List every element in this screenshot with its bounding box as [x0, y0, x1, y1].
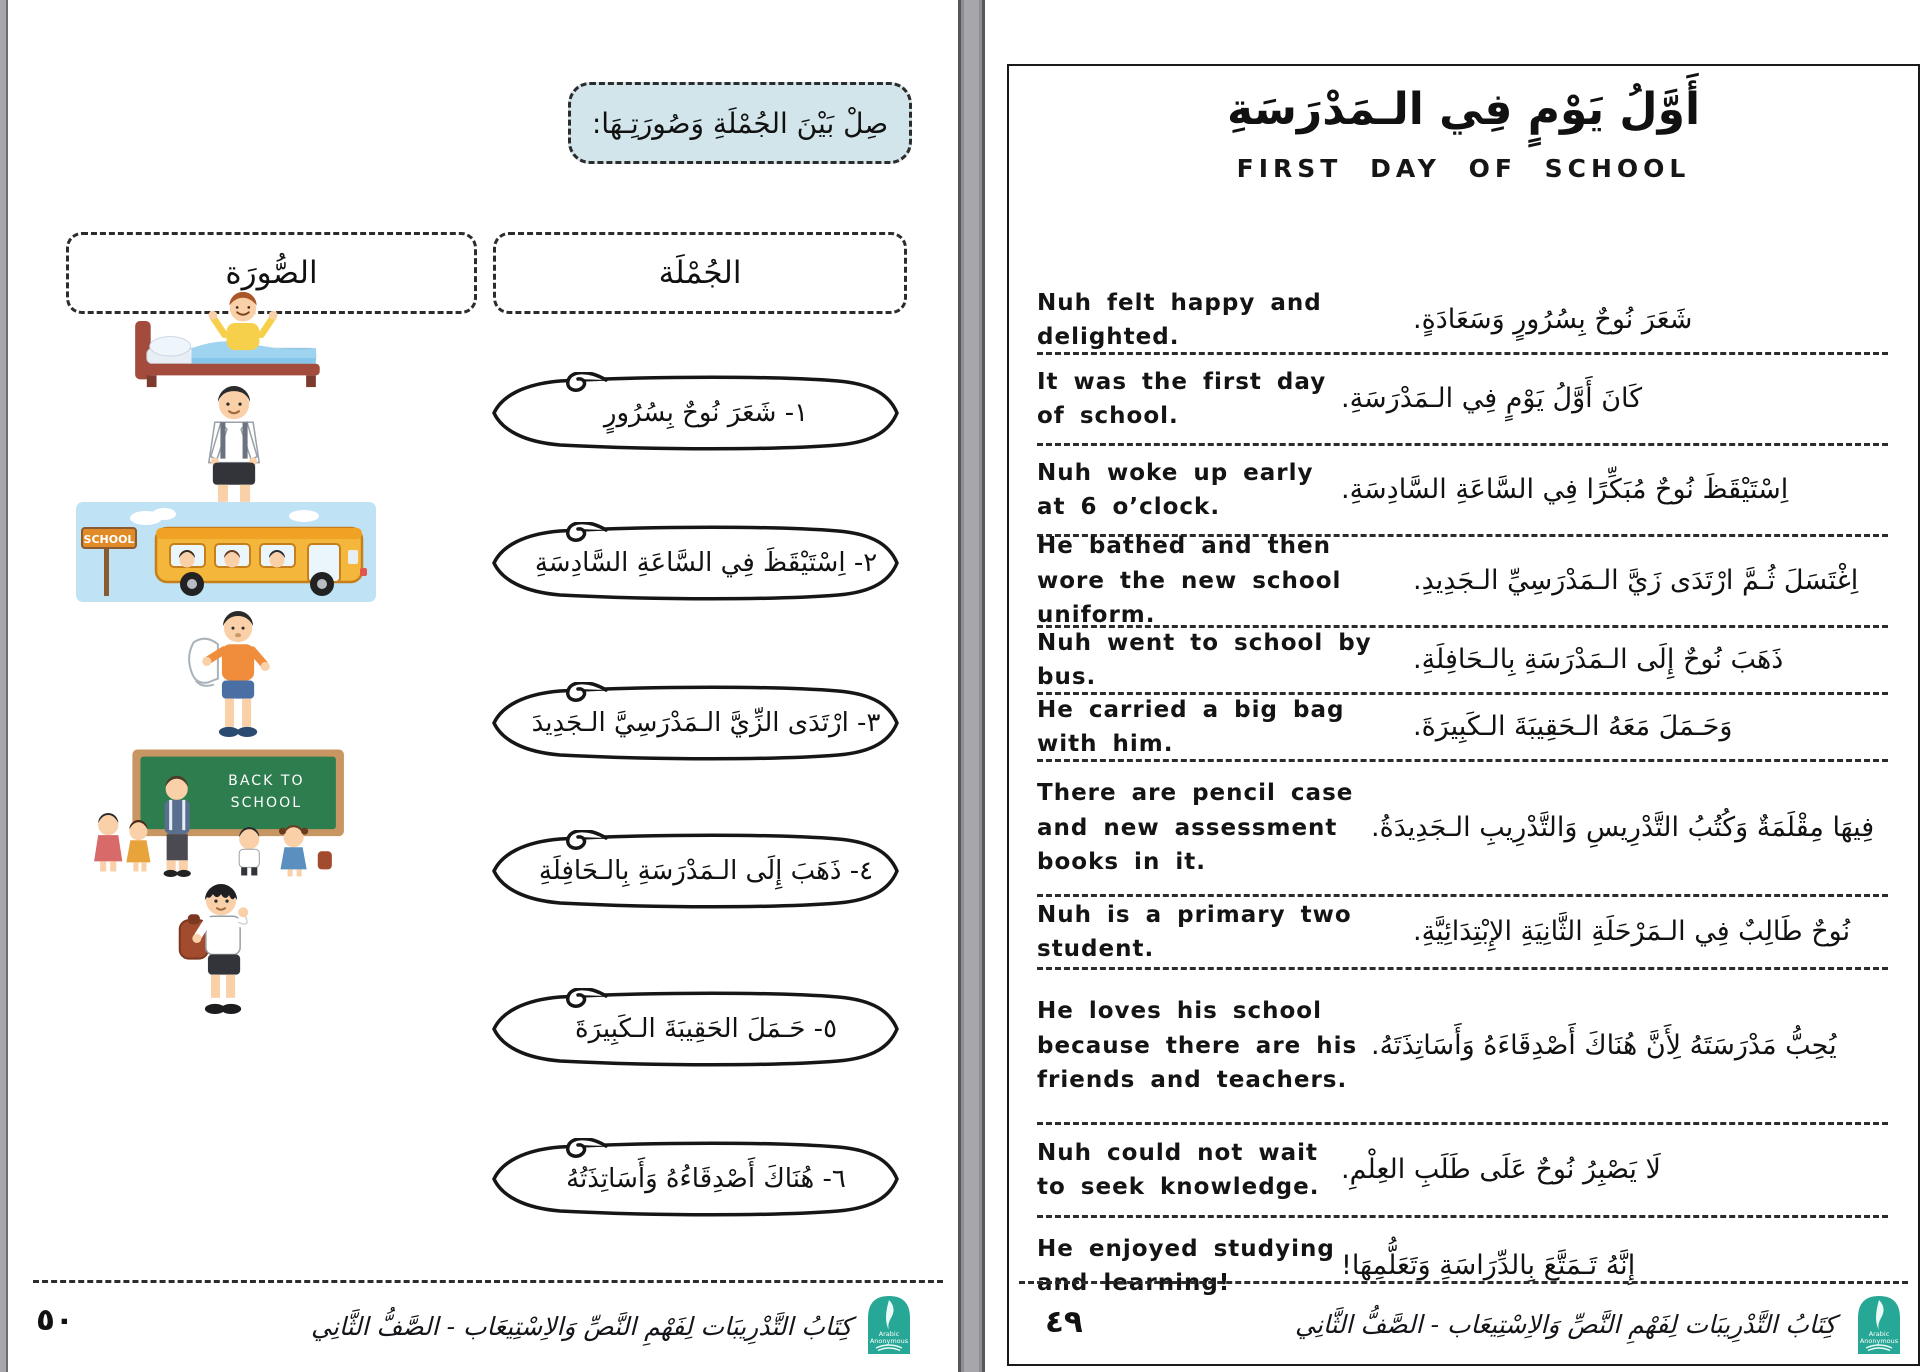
- board-text-line2: SCHOOL: [230, 794, 303, 811]
- table-row: Nuh went to school by bus. ذَهَبَ نُوحٌ إِلَى الـمَدْرَسَةِ بِالـحَافِلَةِ.: [1037, 628, 1888, 695]
- picture-classroom: [80, 746, 352, 878]
- bus-sign-text: SCHOOL: [83, 533, 135, 546]
- publisher-logo-mark: [866, 1292, 912, 1354]
- table-row: He carried a big bag with him. وَحَـمَلَ مَعَهُ الـحَقِيبَةَ الـكَبِيرَةَ.: [1037, 695, 1888, 762]
- picture-school-uniform: [178, 382, 290, 518]
- left-page-number: ٥٠: [36, 1302, 74, 1338]
- thinking-boy-illustration: [163, 876, 275, 1022]
- dressing-boy-illustration: [183, 608, 285, 744]
- translation-table: [1037, 288, 1888, 1314]
- table-row: Nuh could not wait to seek knowledge. لَا يَصْبِرُ نُوحٌ عَلَى طَلَبِ العِلْمِ.: [1037, 1125, 1888, 1218]
- right-page: [985, 0, 1930, 1372]
- sentence-box-6: ٦- هُنَاكَ أَصْدِقَاءُهُ وَأَسَاتِذَتُهُ: [486, 1138, 904, 1220]
- page-border-frame: [1007, 64, 1920, 1366]
- sentence-box-2: ٢- اِسْتَيْقَظَ فِي السَّاعَةِ السَّادِسَةِ: [486, 522, 904, 604]
- publisher-logo: [866, 1292, 912, 1354]
- instruction-box: [568, 82, 912, 164]
- picture-student-backpack: [163, 876, 275, 1022]
- right-footer-text: كِتَابُ التَّدْرِيبَات لِفَهْمِ النَّصِّ وَالاِسْتِيعَاب - الصَّفُّ الثَّانِي: [1295, 1310, 1836, 1339]
- school-bus-illustration: [76, 502, 376, 602]
- logo-text-line2: Anonymous: [869, 1337, 909, 1345]
- left-page: [8, 0, 958, 1372]
- table-row: Nuh felt happy and delighted. شَعَرَ نُوحٌ بِسُرُورٍ وَسَعَادَةٍ.: [1037, 288, 1888, 355]
- logo-text-line1: Arabic: [878, 1330, 900, 1338]
- classroom-illustration: [80, 746, 352, 878]
- logo-text-line2: Anonymous: [1859, 1337, 1899, 1345]
- right-page-number: ٤٩: [1045, 1304, 1083, 1340]
- column-header-sentence: الجُمْلَة: [493, 232, 907, 314]
- table-row: There are pencil case and new assessment books in it. فِيهَا مِقْلَمَةٌ وَكُتُبُ التَّدْرِيسِ وَالتَّدْرِيبِ الـجَدِيدَةُ.: [1037, 762, 1888, 897]
- lesson-title-arabic: أَوَّلُ يَوْمٍ فِي الـمَدْرَسَةِ: [1226, 84, 1701, 135]
- waking-up-illustration: [118, 288, 333, 390]
- left-footer-divider: [33, 1280, 943, 1283]
- board-text-line1: BACK TO: [228, 772, 305, 789]
- table-row: Nuh is a primary two student. نُوحٌ طَالِبٌ فِي الـمَرْحَلَةِ الثَّانِيَةِ الإِبْتِدَائِيَّةِ.: [1037, 897, 1888, 970]
- instruction-text: صِلْ بَيْنَ الجُمْلَةِ وَصُورَتِـهَا:: [591, 106, 889, 140]
- table-row: It was the first day of school. كَانَ أَوَّلُ يَوْمٍ فِي الـمَدْرَسَةِ.: [1037, 355, 1888, 446]
- table-row: Nuh woke up early at 6 o’clock. اِسْتَيْقَظَ نُوحٌ مُبَكِّرًا فِي السَّاعَةِ السَّادِسَةِ.: [1037, 446, 1888, 537]
- table-row: He bathed and then wore the new school uniform. اِغْتَسَلَ ثُـمَّ ارْتَدَى زَيَّ الـمَدْرَسِيِّ الـجَدِيدِ.: [1037, 537, 1888, 628]
- sentence-box-1: ١- شَعَرَ نُوحٌ بِسُرُورٍ: [486, 372, 904, 454]
- picture-getting-dressed: [183, 608, 285, 744]
- sentence-box-3: ٣- ارْتَدَى الزِّيَّ الـمَدْرَسِيَّ الـجَدِيدَ: [486, 682, 904, 764]
- uniform-boy-illustration: [178, 382, 290, 518]
- logo-text-line1: Arabic: [1868, 1330, 1890, 1338]
- table-row: He loves his school because there are his friends and teachers. يُحِبُّ مَدْرَسَتَهُ لِأَنَّ هُنَاكَ أَصْدِقَاءَهُ وَأَسَاتِذَتَهُ.: [1037, 970, 1888, 1125]
- table-row: He enjoyed studying and learning! إِنَّهُ تَـمَتَّعَ بِالدِّرَاسَةِ وَتَعَلُّمِهَا!: [1037, 1235, 1636, 1296]
- right-footer: [1019, 1281, 1908, 1364]
- sentence-box-4: ٤- ذَهَبَ إِلَى الـمَدْرَسَةِ بِالـحَافِلَةِ: [486, 830, 904, 912]
- left-footer-text: كِتَابُ التَّدْرِيبَات لِفَهْمِ النَّصِّ وَالاِسْتِيعَاب - الصَّفُّ الثَّانِي: [311, 1312, 852, 1341]
- publisher-logo: [1856, 1292, 1902, 1354]
- column-header-picture: الصُّورَة: [66, 232, 477, 314]
- lesson-title-english: FIRST DAY OF SCHOOL: [1236, 154, 1691, 183]
- picture-waking-up: [118, 288, 333, 390]
- sentence-box-5: ٥- حَـمَلَ الحَقِيبَةَ الـكَبِيرَةَ: [486, 988, 904, 1070]
- publisher-logo-mark: [1856, 1292, 1902, 1354]
- picture-school-bus: [76, 502, 376, 602]
